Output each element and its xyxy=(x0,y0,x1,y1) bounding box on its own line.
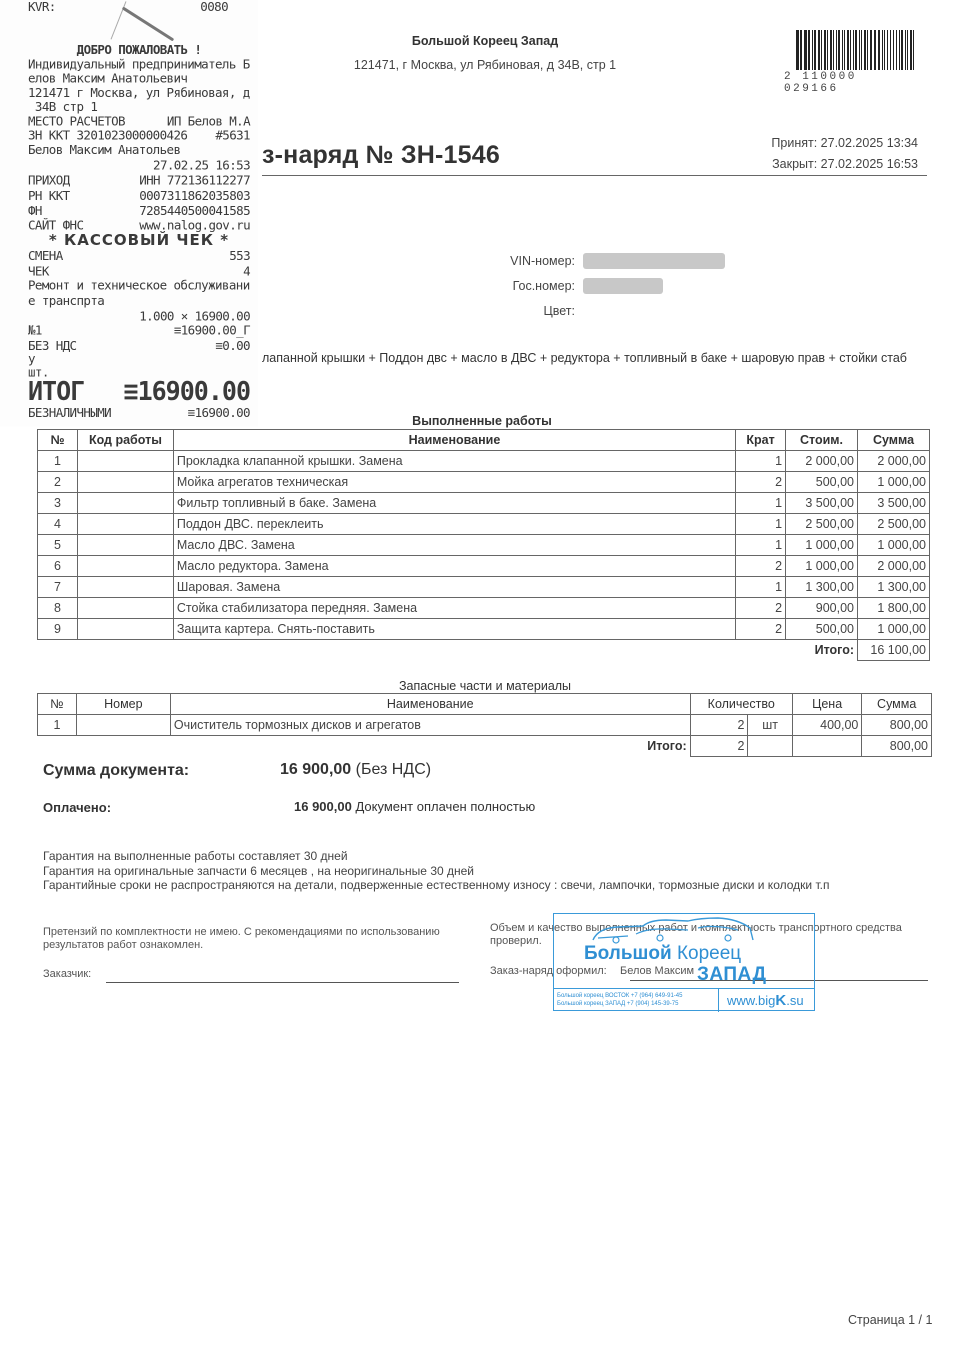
works-row xyxy=(38,577,930,598)
barcode-bar xyxy=(874,30,876,70)
plate-redacted xyxy=(583,278,663,294)
row-qty: 1 xyxy=(736,577,786,598)
row-qty: 1 xyxy=(736,514,786,535)
works-total-value: 16 100,00 xyxy=(858,640,930,661)
plate-row xyxy=(470,273,770,298)
works-total-label: Итого: xyxy=(814,643,854,658)
barcode-bar xyxy=(913,30,914,70)
row-no: 2 xyxy=(38,472,78,493)
receipt-zn-kkt-row: ЗН ККТ 3201023000000426 #5631 xyxy=(28,127,250,143)
stamp-brand: Большой Кореец xyxy=(584,943,742,964)
receipt-vat-row: БЕЗ НДС ≡0.00 xyxy=(28,337,250,353)
stamp-phones: Большой кореец ВОСТОК +7 (964) 649-91-45 Большой кореец ЗАПАД +7 (904) 145-39-75 xyxy=(554,989,719,1012)
barcode-bar xyxy=(878,30,881,70)
row-price: 500,00 xyxy=(786,472,858,493)
barcode-bar xyxy=(867,30,868,70)
row-name: Стойка стабилизатора передняя. Замена xyxy=(173,598,735,619)
receipt-operation-row: ПРИХОД ИНН 772136112277 xyxy=(28,172,250,188)
barcode-bar xyxy=(844,30,845,70)
row-name: Шаровая. Замена xyxy=(173,577,735,598)
cars-logo-icon xyxy=(588,916,758,944)
stamp-footer xyxy=(554,988,814,1012)
color-label: Цвет: xyxy=(543,303,575,318)
row-code xyxy=(77,493,173,514)
receipt-rn-kkt-row: РН ККТ 0007311862035803 xyxy=(28,187,250,203)
accepted-date: Принят: 27.02.2025 13:34 xyxy=(771,136,918,150)
row-no: 7 xyxy=(38,577,78,598)
company-stamp xyxy=(553,913,815,1011)
barcode-bar xyxy=(796,30,799,70)
row-sum: 1 000,00 xyxy=(858,619,930,640)
barcode-bar xyxy=(855,30,857,70)
works-row xyxy=(38,619,930,640)
issuer-label: Заказ-наряд оформил: xyxy=(490,965,607,977)
barcode-bar xyxy=(864,30,866,70)
receipt-top-line: KVR: 0080 xyxy=(28,0,228,15)
issuer-name: Белов Максим xyxy=(620,965,695,977)
row-code xyxy=(77,556,173,577)
barcode-bar xyxy=(859,30,860,70)
page-number: Страница 1 / 1 xyxy=(848,1313,933,1327)
row-code xyxy=(77,472,173,493)
company-name: Большой Кореец Запад xyxy=(411,34,559,48)
row-no: 5 xyxy=(38,535,78,556)
works-header-row xyxy=(38,430,930,451)
barcode-bar xyxy=(847,30,849,70)
row-sum: 3 500,00 xyxy=(858,493,930,514)
row-sum: 2 000,00 xyxy=(858,451,930,472)
row-name: Масло редуктора. Замена xyxy=(173,556,735,577)
receipt-shift-row: СМЕНА 553 xyxy=(28,247,250,264)
row-qty: 2 xyxy=(690,715,748,736)
row-sum: 1 300,00 xyxy=(858,577,930,598)
row-sum: 1 000,00 xyxy=(858,472,930,493)
barcode-bar xyxy=(896,30,898,70)
works-row xyxy=(38,493,930,514)
barcode-bar xyxy=(905,30,906,70)
customer-signature-line xyxy=(106,982,459,983)
stamp-website: www.bigK.su xyxy=(727,992,804,1009)
barcode-bar xyxy=(821,30,822,70)
row-unit: шт xyxy=(748,715,792,736)
row-price: 2 500,00 xyxy=(786,514,858,535)
receipt-fns-site-row: САЙТ ФНС www.nalog.gov.ru xyxy=(28,217,250,233)
row-qty: 1 xyxy=(736,535,786,556)
row-price: 2 000,00 xyxy=(786,451,858,472)
barcode-bar xyxy=(887,30,888,70)
row-no: 4 xyxy=(38,514,78,535)
col-price: Цена xyxy=(792,694,862,715)
row-price: 400,00 xyxy=(792,715,862,736)
row-name: Масло ДВС. Замена xyxy=(173,535,735,556)
barcode-bar xyxy=(853,30,854,70)
works-table xyxy=(37,429,930,661)
works-title: Выполненные работы xyxy=(412,414,552,428)
row-price: 1 000,00 xyxy=(786,556,858,577)
row-qty: 1 xyxy=(736,493,786,514)
barcode-bar xyxy=(893,30,894,70)
row-name: Поддон ДВС. переклеить xyxy=(173,514,735,535)
vin-redacted xyxy=(583,253,725,269)
barcode-bar xyxy=(833,30,834,70)
receipt-entrepreneur-line: 121471 г Москва, ул Рябиновая, д xyxy=(28,84,250,100)
parts-total-value: 800,00 xyxy=(862,736,932,757)
parts-table xyxy=(37,693,932,757)
row-sum: 1 800,00 xyxy=(858,598,930,619)
company-address: 121471, г Москва, ул Рябиновая, д 34В, стр 1 xyxy=(353,58,617,72)
row-qty: 2 xyxy=(736,619,786,640)
receipt-welcome: ДОБРО ПОЖАЛОВАТЬ ! xyxy=(76,41,202,58)
receipt-entrepreneur-line: елов Максим Анатольевич xyxy=(28,70,188,86)
receipt-cashless-row: БЕЗНАЛИЧНЫМИ ≡16900.00 xyxy=(28,404,250,421)
works-row xyxy=(38,535,930,556)
plate-label: Гос.номер: xyxy=(512,278,575,293)
row-sum: 800,00 xyxy=(862,715,932,736)
works-total-row xyxy=(38,640,930,661)
parts-total-label: Итого: xyxy=(647,739,687,754)
row-name: Прокладка клапанной крышки. Замена xyxy=(173,451,735,472)
row-price: 500,00 xyxy=(786,619,858,640)
parts-total-qty: 2 xyxy=(690,736,748,757)
parts-title: Запасные части и материалы xyxy=(398,679,572,693)
row-qty: 2 xyxy=(736,556,786,577)
row-code xyxy=(77,451,173,472)
works-row xyxy=(38,451,930,472)
col-no: № xyxy=(38,694,77,715)
barcode-bar xyxy=(830,30,832,70)
row-number xyxy=(76,715,170,736)
receipt-check-row: ЧЕК 4 xyxy=(28,263,250,279)
barcode-bar xyxy=(836,30,837,70)
works-row xyxy=(38,472,930,493)
row-name: Защита картера. Снять-поставить xyxy=(173,619,735,640)
barcode-bar xyxy=(907,30,908,70)
row-price: 1 300,00 xyxy=(786,577,858,598)
row-no: 1 xyxy=(38,715,77,736)
warranty-line: Гарантия на выполненные работы составляет 30 дней xyxy=(43,849,348,863)
barcode-bar xyxy=(850,30,851,70)
parts-total-row xyxy=(38,736,932,757)
barcode-bar xyxy=(800,30,802,70)
paid-value: 16 900,00 xyxy=(294,799,352,814)
row-qty: 2 xyxy=(736,472,786,493)
col-name: Наименование xyxy=(170,694,690,715)
row-price: 3 500,00 xyxy=(786,493,858,514)
paid xyxy=(294,799,535,814)
receipt-item-sum-row: №1 ≡16900.00_Г xyxy=(28,322,250,338)
row-price: 900,00 xyxy=(786,598,858,619)
barcode-bar xyxy=(808,30,810,70)
receipt-entrepreneur-line: Индивидуальный предприниматель Б xyxy=(28,56,250,72)
checked-statement: Объем и качество выполненных работ и комплектность транспортного средства проверил. xyxy=(490,922,902,947)
works-row xyxy=(38,556,930,577)
works-row xyxy=(38,598,930,619)
barcode-bar xyxy=(910,30,912,70)
document-title: з-наряд № ЗН-1546 xyxy=(262,141,500,169)
vehicle-info xyxy=(470,248,770,323)
works-row xyxy=(38,514,930,535)
col-qty: Крат xyxy=(736,430,786,451)
receipt-cashier: Белов Максим Анатольев xyxy=(28,141,181,158)
col-sum: Сумма xyxy=(858,430,930,451)
receipt-qty-price: 1.000 × 16900.00 xyxy=(139,308,250,324)
barcode-bar xyxy=(838,30,840,70)
row-qty: 1 xyxy=(736,451,786,472)
row-name: Мойка агрегатов техническая xyxy=(173,472,735,493)
col-price: Стоим. xyxy=(786,430,858,451)
claims-statement: Претензий по комплектности не имею. С рекомендациями по использованию результатов работ ознакомлен. xyxy=(43,926,440,951)
title-divider xyxy=(262,175,927,176)
row-code xyxy=(77,535,173,556)
col-number: Номер xyxy=(76,694,170,715)
row-no: 1 xyxy=(38,451,78,472)
receipt-item-line: е транспрта xyxy=(28,292,105,309)
barcode-bar xyxy=(842,30,843,70)
parts-header-row xyxy=(38,694,932,715)
stamp-branch: ЗАПАД xyxy=(697,964,767,985)
row-sum: 2 500,00 xyxy=(858,514,930,535)
barcode-bar xyxy=(890,30,892,70)
color-row xyxy=(470,298,770,323)
document-sum xyxy=(280,761,431,779)
barcode-bar xyxy=(804,30,807,70)
document-sum-value: 16 900,00 xyxy=(280,761,352,778)
row-code xyxy=(77,598,173,619)
parts-row xyxy=(38,715,932,736)
col-no: № xyxy=(38,430,78,451)
receipt-fn-row: ФН 7285440500041585 xyxy=(28,202,250,219)
receipt-item-line: Ремонт и техническое обслуживани xyxy=(28,277,250,293)
vin-row xyxy=(470,248,770,273)
barcode-bar xyxy=(818,30,820,70)
barcode xyxy=(784,30,916,95)
closed-date: Закрыт: 27.02.2025 16:53 xyxy=(772,157,918,171)
row-code xyxy=(77,514,173,535)
col-code: Код работы xyxy=(77,430,173,451)
receipt-datetime: 27.02.25 16:53 xyxy=(153,157,250,173)
receipt-total-row: ИТОГ ≡16900.00 xyxy=(28,376,250,406)
document-sum-note: (Без НДС) xyxy=(355,761,432,778)
barcode-bar xyxy=(812,30,813,70)
work-description: лапанной крышки + Поддон двс + масло в ДВС + редуктора + топливный в баке + шаровую прав + стойки стаб xyxy=(262,351,907,365)
row-code xyxy=(77,619,173,640)
row-no: 8 xyxy=(38,598,78,619)
barcode-bar xyxy=(882,30,883,70)
barcode-bar xyxy=(884,30,885,70)
row-sum: 2 000,00 xyxy=(858,556,930,577)
row-no: 3 xyxy=(38,493,78,514)
col-qty: Количество xyxy=(690,694,792,715)
row-no: 9 xyxy=(38,619,78,640)
row-name: Очиститель тормозных дисков и агрегатов xyxy=(170,715,690,736)
barcode-number: 2 110000 029166 xyxy=(784,71,857,95)
document-sum-label: Сумма документа: xyxy=(43,762,190,779)
document-dates xyxy=(740,133,918,175)
barcode-bar xyxy=(814,30,816,70)
barcode-bar xyxy=(870,30,873,70)
receipt-place-row: МЕСТО РАСЧЕТОВ ИП Белов М.А xyxy=(28,113,250,129)
warranty-terms xyxy=(43,849,829,893)
barcode-bar xyxy=(861,30,862,70)
receipt-unit-line: у xyxy=(28,350,35,367)
barcode-bars xyxy=(796,30,916,70)
receipt-unit-line: шт. xyxy=(28,364,49,380)
warranty-line: Гарантийные сроки не распространяются на детали, подверженные естественному износу : свечи, лампочки, тормозные диски и колодки т.п xyxy=(43,878,830,892)
row-price: 1 000,00 xyxy=(786,535,858,556)
warranty-line: Гарантия на оригинальные запчасти 6 месяцев , на неоригинальные 30 дней xyxy=(43,863,475,878)
row-qty: 2 xyxy=(736,598,786,619)
vin-label: VIN-номер: xyxy=(510,253,575,268)
row-no: 6 xyxy=(38,556,78,577)
paid-label: Оплачено: xyxy=(43,800,112,815)
barcode-bar xyxy=(827,30,828,70)
row-sum: 1 000,00 xyxy=(858,535,930,556)
cash-receipt xyxy=(0,0,258,426)
col-name: Наименование xyxy=(173,430,735,451)
row-code xyxy=(77,577,173,598)
barcode-bar xyxy=(824,30,826,70)
barcode-bar xyxy=(899,30,900,70)
col-sum: Сумма xyxy=(862,694,932,715)
receipt-entrepreneur-line: 34В стр 1 xyxy=(28,98,98,115)
receipt-title: * КАССОВЫЙ ЧЕК * xyxy=(48,230,230,249)
row-name: Фильтр топливный в баке. Замена xyxy=(173,493,735,514)
barcode-bar xyxy=(901,30,903,70)
paid-note: Документ оплачен полностью xyxy=(355,799,536,814)
customer-label: Заказчик: xyxy=(43,968,92,980)
